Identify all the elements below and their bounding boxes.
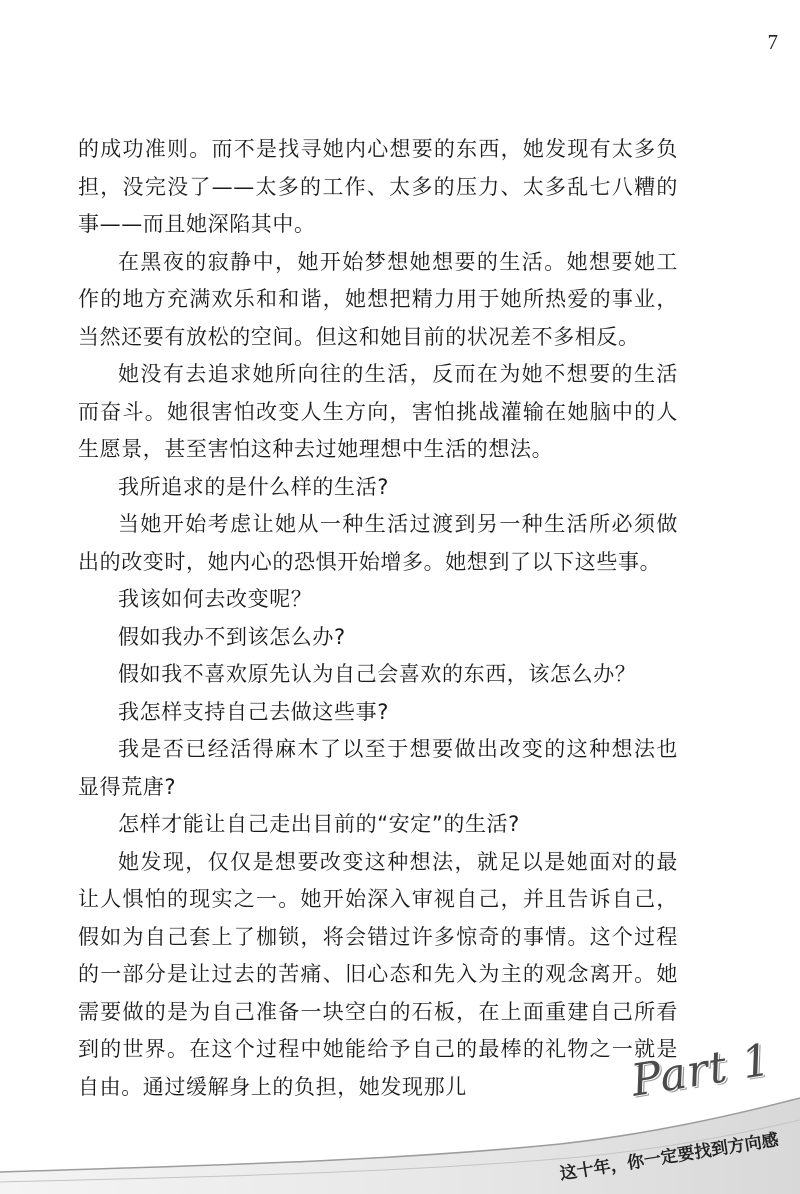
part-label: Part 1 — [628, 1034, 776, 1107]
question-line: 我怎样支持自己去做这些事? — [118, 699, 389, 724]
question-line: 假如我办不到该怎么办? — [118, 624, 346, 649]
question-line: 我是否已经活得麻木了以至于想要做出改变的这种想法也显得荒唐? — [78, 737, 678, 799]
question-line: 假如我不喜欢原先认为自己会喜欢的东西，该怎么办？ — [118, 662, 637, 686]
paragraph: 在黑夜的寂静中，她开始梦想她想要的生活。她想要她工作的地方充满欢乐和和谐，她想把精力用于她所热爱的事业，当然还要有放松的空间。但这和她目前的状况差不多相反。 — [78, 249, 678, 349]
body-text — [78, 131, 678, 1106]
paragraph: 她没有去追求她所向往的生活，反而在为她不想要的生活而奋斗。她很害怕改变人生方向，害怕挑战灌输在她脑中的人生愿景，甚至害怕这种去过她理想中生活的想法。 — [78, 362, 678, 461]
paragraph: 她发现，仅仅是想要改变这种想法，就足以是她面对的最让人惧怕的现实之一。她开始深入审视自己，并且告诉自己，假如为自己套上了枷锁，将会错过许多惊奇的事情。这个过程的一部分是让过去的苦痛、旧心态和先入为主的观念离开。她需要做的是为自己准备一块空白的石板，在上面重建自己所看到的世界。在这个过程中她能给予自己的最棒的礼物之一就是自由。通过缓解身上的负担，她发现那儿 — [78, 849, 678, 1099]
question-line: 我所追求的是什么样的生活? — [118, 474, 389, 499]
question-line: 怎样才能让自己走出目前的“安定”的生活? — [118, 812, 520, 836]
paragraph: 的成功准则。而不是找寻她内心想要的东西，她发现有太多负担，没完没了——太多的工作、太多的压力、太多乱七八糟的事——而且她深陷其中。 — [78, 137, 678, 236]
paragraph: 当她开始考虑让她从一种生活过渡到另一种生活所必须做出的改变时，她内心的恐惧开始增多。她想到了以下这些事。 — [78, 512, 678, 574]
footer-caption: 这十年，你一定要找到方向感 — [558, 1130, 780, 1185]
page-number: 7 — [767, 30, 778, 54]
question-line: 我该如何去改变呢？ — [118, 587, 313, 611]
